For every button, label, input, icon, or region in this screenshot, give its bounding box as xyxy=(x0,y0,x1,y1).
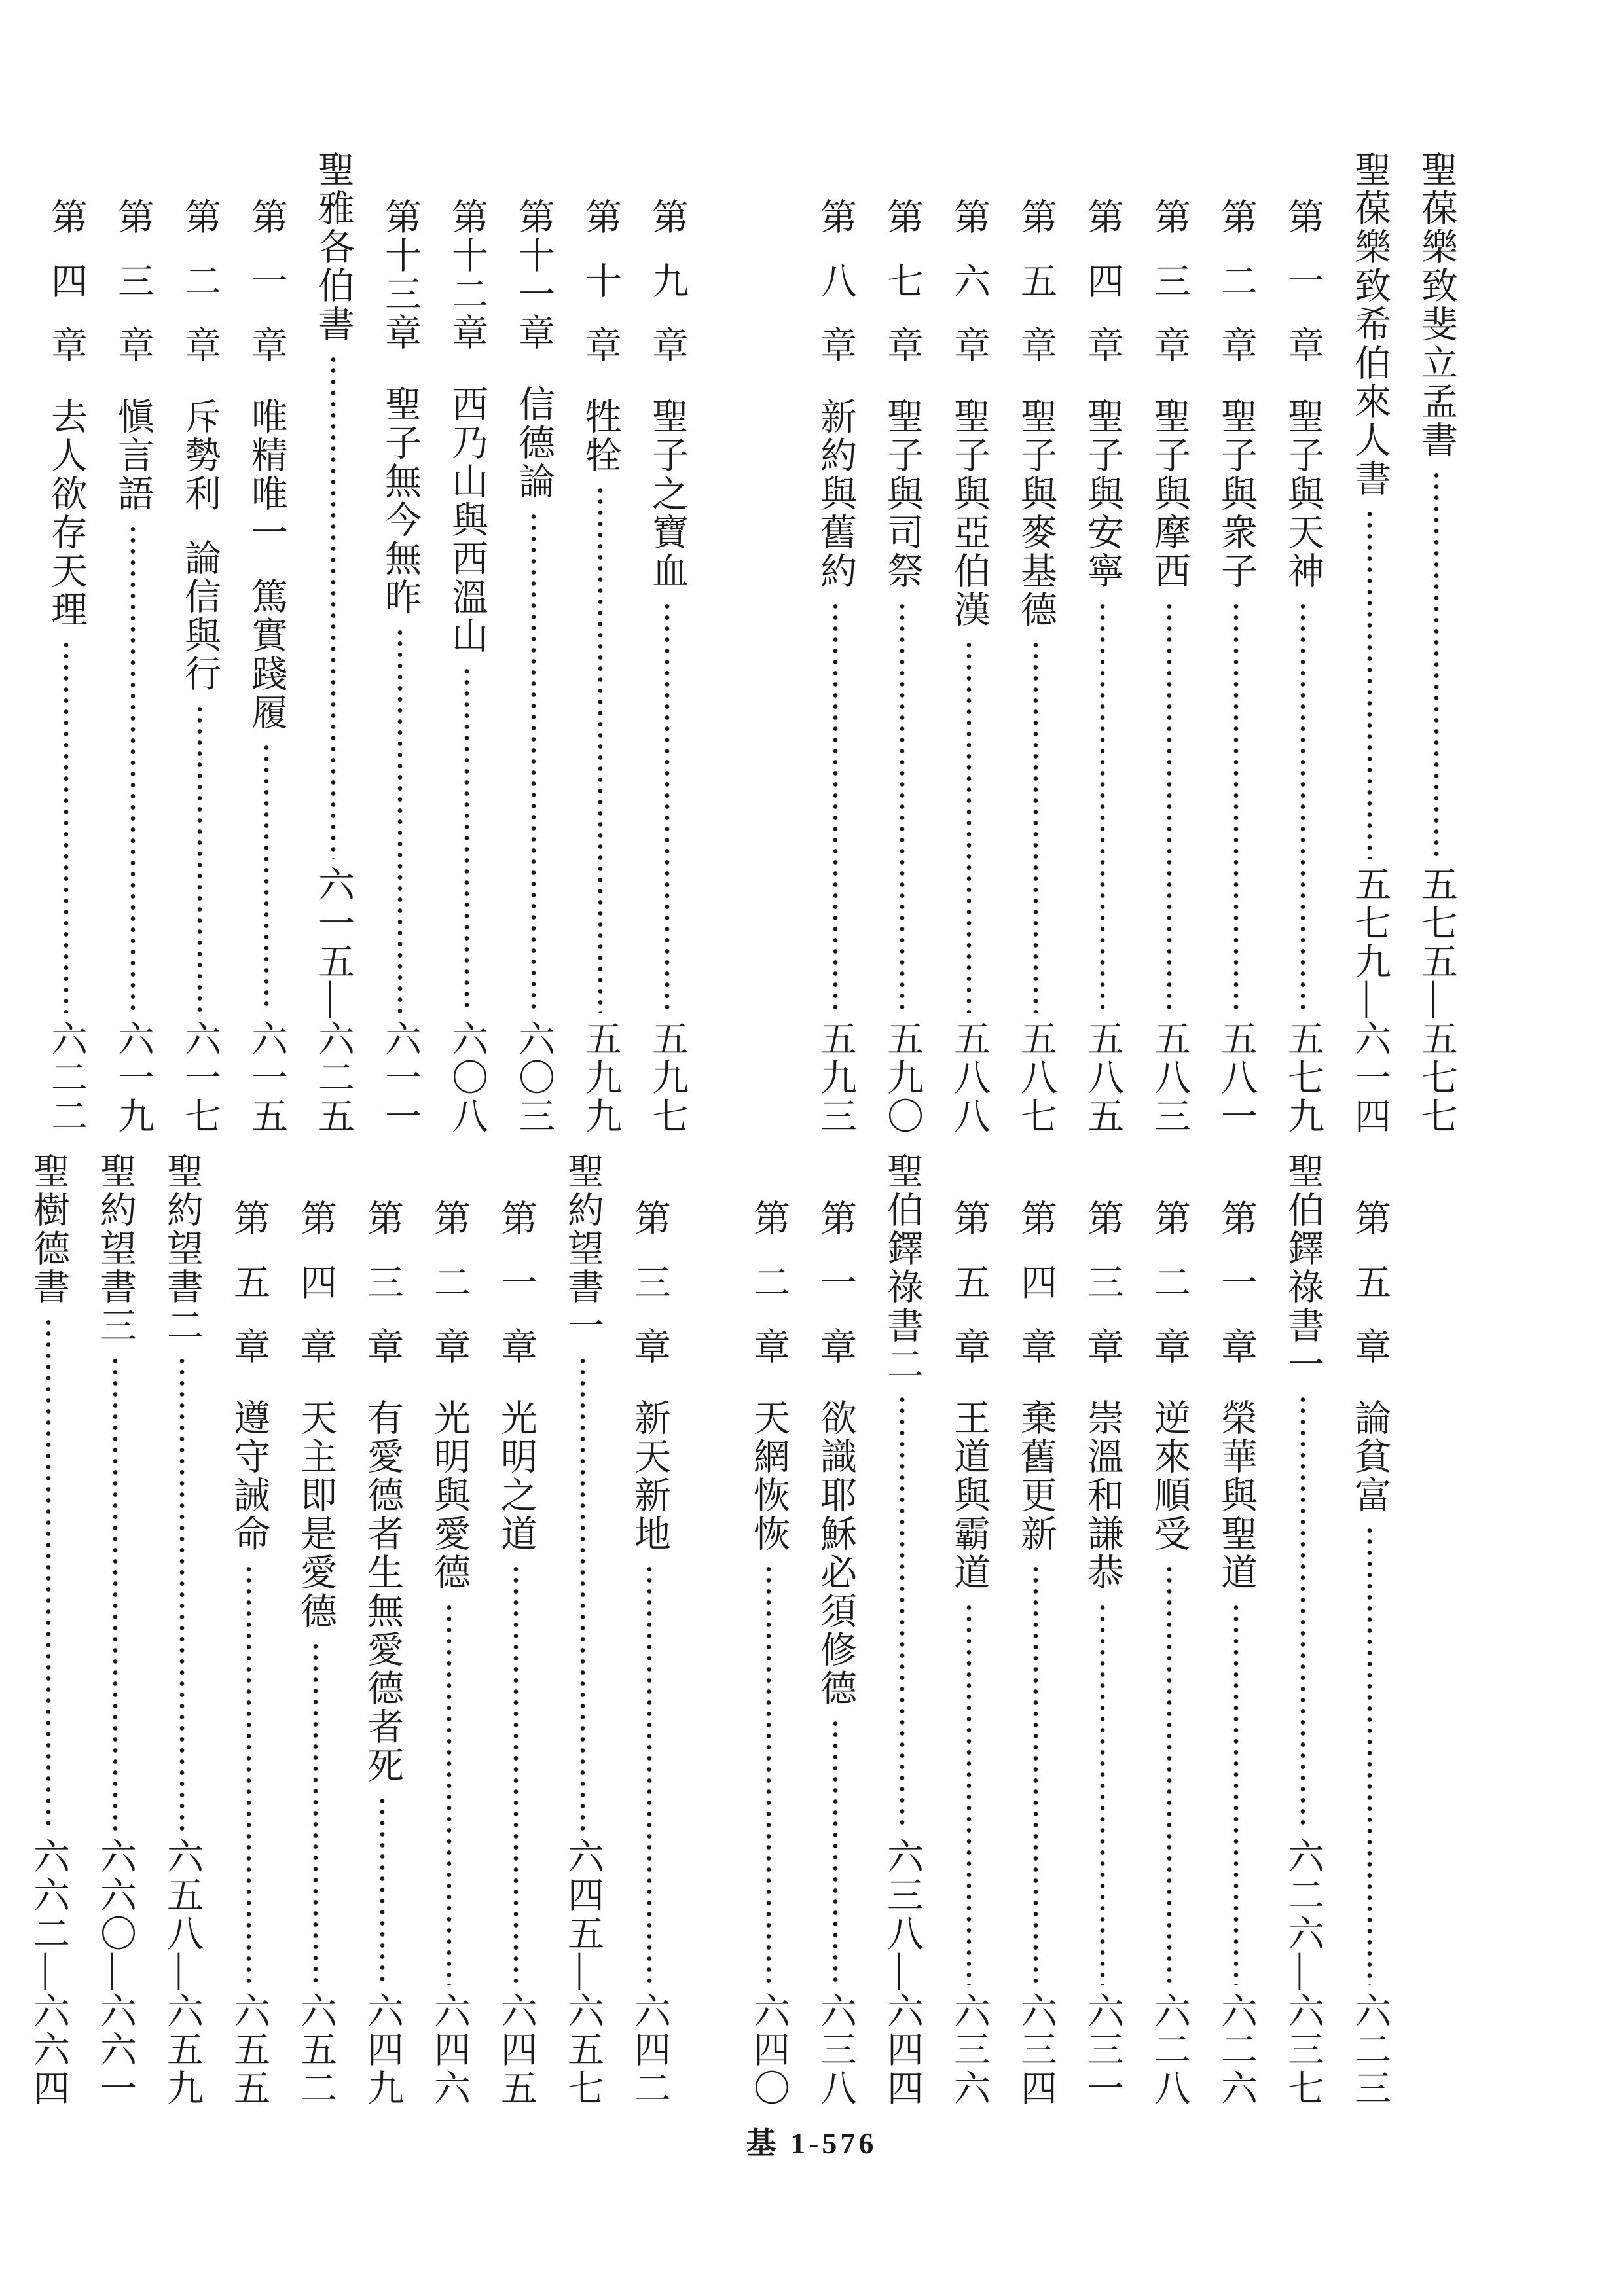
page-number: 六一九 xyxy=(113,1020,153,1136)
dot-leader xyxy=(879,1394,925,1831)
entry-title: 去人欲存天理 xyxy=(46,397,86,629)
toc-entry xyxy=(493,1152,539,2108)
page-number: 五八八 xyxy=(949,1020,989,1136)
chapter-label: 第十一章 xyxy=(513,198,554,352)
page-number: 六六二—六六四 xyxy=(28,1837,69,2108)
entry-title: 王道與霸道 xyxy=(949,1399,989,1592)
page-number: 五八七 xyxy=(1015,1020,1056,1136)
toc-entry xyxy=(1213,1152,1259,2108)
dot-leader xyxy=(1013,639,1059,1013)
toc-upper-section xyxy=(43,151,1459,1136)
toc-entry xyxy=(444,151,490,1136)
dot-leader xyxy=(1080,601,1125,1013)
dot-leader xyxy=(359,1795,405,1985)
page-number: 五七五—五七七 xyxy=(1416,865,1457,1136)
page-number: 六三四 xyxy=(1015,1992,1056,2108)
dot-leader xyxy=(1080,1602,1125,1985)
entry-title: 斥勢利 論信與行 xyxy=(179,397,220,693)
chapter-label: 第十二章 xyxy=(447,198,487,352)
chapter-label: 第 一 章 xyxy=(496,1199,536,1366)
chapter-label: 第 三 章 xyxy=(113,198,153,365)
toc-entry xyxy=(26,1152,71,2108)
entry-title: 聖子與摩西 xyxy=(1149,397,1190,590)
page-number: 六一五—六二五 xyxy=(313,865,354,1136)
page-number: 六二六 xyxy=(1216,1992,1256,2108)
chapter-label: 第 三 章 xyxy=(1082,1199,1123,1366)
dot-leader xyxy=(946,639,992,1013)
toc-entry xyxy=(92,1152,138,2108)
dot-leader xyxy=(159,1355,205,1831)
chapter-label: 第 三 章 xyxy=(362,1199,403,1366)
dot-leader xyxy=(444,666,490,1013)
toc-entry xyxy=(812,151,858,1136)
dot-leader xyxy=(1413,470,1459,859)
dot-leader xyxy=(177,704,223,1013)
page-number: 六一五 xyxy=(246,1020,287,1136)
dot-leader xyxy=(577,485,623,1013)
toc-entry xyxy=(560,1152,606,2108)
toc-entry xyxy=(1213,151,1259,1136)
entry-title: 信德論 xyxy=(513,385,554,501)
entry-title: 西乃山與西溫山 xyxy=(447,385,487,655)
toc-entry xyxy=(511,151,556,1136)
dot-leader xyxy=(1280,601,1326,1013)
entry-title: 聖樹德書 xyxy=(28,1152,69,1306)
page-number: 六一七 xyxy=(179,1020,220,1136)
page-number: 六〇八 xyxy=(447,1020,487,1136)
chapter-label: 第 四 章 xyxy=(1015,1199,1056,1366)
entry-title: 牲牷 xyxy=(580,397,621,475)
dot-leader xyxy=(1347,1525,1393,1985)
toc-entry xyxy=(1347,151,1393,1136)
entry-title: 聖伯鐸祿書二 xyxy=(882,1152,922,1384)
toc-entry xyxy=(879,151,925,1136)
chapter-label: 第 二 章 xyxy=(1149,1199,1190,1366)
entry-title: 聖約望書二 xyxy=(162,1152,202,1345)
toc-entry xyxy=(1280,1152,1326,2108)
entry-title: 聖子與天神 xyxy=(1283,397,1323,590)
page-number: 六二六—六三七 xyxy=(1283,1837,1323,2108)
entry-title: 棄舊更新 xyxy=(1015,1399,1056,1553)
toc-lower-section xyxy=(26,1152,1393,2108)
entry-title: 論貧富 xyxy=(1349,1399,1390,1515)
entry-title: 聖葆樂致希伯來人書 xyxy=(1349,151,1390,498)
entry-title: 新天新地 xyxy=(629,1399,670,1553)
chapter-label: 第 六 章 xyxy=(949,198,989,365)
page-number: 六四五—六五七 xyxy=(562,1837,603,2108)
chapter-label: 第 一 章 xyxy=(1283,198,1323,365)
page-number: 六三一 xyxy=(1082,1992,1123,2108)
chapter-label: 第 四 章 xyxy=(295,1199,336,1366)
page-number: 五八三 xyxy=(1149,1020,1190,1136)
toc-entry xyxy=(293,1152,338,2108)
toc-entry xyxy=(310,151,356,1136)
entry-title: 欲識耶穌必須修德 xyxy=(815,1399,856,1708)
dot-leader xyxy=(377,627,423,1013)
entry-title: 聖伯鐸祿書一 xyxy=(1283,1152,1323,1384)
toc-entry xyxy=(1347,1152,1393,2108)
toc-entry xyxy=(244,151,289,1136)
page-number: 六二八 xyxy=(1149,1992,1190,2108)
entry-title: 逆來順受 xyxy=(1149,1399,1190,1553)
dot-leader xyxy=(812,601,858,1013)
toc-entry xyxy=(1080,151,1125,1136)
entry-title: 聖子與麥基德 xyxy=(1015,397,1056,629)
toc-entry xyxy=(644,151,690,1136)
chapter-label: 第 二 章 xyxy=(1216,198,1256,365)
entry-title: 遵守誡命 xyxy=(228,1399,269,1553)
dot-leader xyxy=(560,1355,606,1831)
chapter-label: 第 三 章 xyxy=(1149,198,1190,365)
entry-title: 唯精唯一 篤實踐履 xyxy=(246,397,287,732)
page-number: 五八五 xyxy=(1082,1020,1123,1136)
dot-leader xyxy=(426,1602,472,1985)
chapter-label: 第 九 章 xyxy=(647,198,687,365)
entry-title: 聖子之寶血 xyxy=(647,397,687,590)
toc-entry xyxy=(1080,1152,1125,2108)
page-number: 六四六 xyxy=(429,1992,469,2108)
dot-leader xyxy=(293,1641,338,1985)
page-number: 五九九 xyxy=(580,1020,621,1136)
chapter-label: 第 三 章 xyxy=(629,1199,670,1366)
dot-leader xyxy=(43,639,89,1013)
page-number: 五九七 xyxy=(647,1020,687,1136)
entry-title: 聖雅各伯書 xyxy=(313,151,354,344)
toc-entry xyxy=(577,151,623,1136)
chapter-label: 第 二 章 xyxy=(179,198,220,365)
chapter-label: 第 一 章 xyxy=(815,1199,856,1366)
page-footer-label: 基 1-576 xyxy=(746,2126,877,2160)
dot-leader xyxy=(493,1564,539,1985)
entry-title: 聖約望書一 xyxy=(562,1152,603,1345)
page-number: 六三八 xyxy=(815,1992,856,2108)
toc-entry xyxy=(110,151,156,1136)
page-number: 五九三 xyxy=(815,1020,856,1136)
toc-entry xyxy=(812,1152,858,2108)
chapter-label: 第 五 章 xyxy=(949,1199,989,1366)
chapter-label: 第 七 章 xyxy=(882,198,922,365)
dot-leader xyxy=(879,601,925,1013)
chapter-label: 第十三章 xyxy=(380,198,420,352)
page-number: 六四〇 xyxy=(748,1992,789,2108)
toc-entry xyxy=(226,1152,272,2108)
entry-title: 榮華與聖道 xyxy=(1216,1399,1256,1592)
entry-title: 聖葆樂致斐立孟書 xyxy=(1416,151,1457,459)
dot-leader xyxy=(226,1564,272,1985)
page-number: 六三六 xyxy=(949,1992,989,2108)
toc-entry xyxy=(1146,1152,1192,2108)
dot-leader xyxy=(26,1317,71,1831)
chapter-label: 第 四 章 xyxy=(46,198,86,365)
dot-leader xyxy=(627,1564,672,1985)
toc-entry xyxy=(1280,151,1326,1136)
entry-title: 聖子與亞伯漢 xyxy=(949,397,989,629)
page-number: 六二三 xyxy=(1349,1992,1390,2108)
dot-leader xyxy=(1013,1564,1059,1985)
dot-leader xyxy=(1213,601,1259,1013)
page-number: 六四五 xyxy=(496,1992,536,2108)
page-number: 六一一 xyxy=(380,1020,420,1136)
chapter-label: 第 八 章 xyxy=(815,198,856,365)
entry-title: 光明之道 xyxy=(496,1399,536,1553)
dot-leader xyxy=(644,601,690,1013)
entry-title: 愼言語 xyxy=(113,397,153,513)
page-number: 五九〇 xyxy=(882,1020,922,1136)
page-number: 六二二 xyxy=(46,1020,86,1136)
dot-leader xyxy=(1280,1394,1326,1831)
toc-entry xyxy=(359,1152,405,2108)
chapter-label: 第 十 章 xyxy=(580,198,621,365)
page-number: 六四九 xyxy=(362,1992,403,2108)
page-number: 六六〇—六六一 xyxy=(95,1837,136,2108)
page-number: 五八一 xyxy=(1216,1020,1256,1136)
toc-entry xyxy=(1413,151,1459,1136)
dot-leader xyxy=(746,1564,792,1985)
toc-entry xyxy=(177,151,223,1136)
dot-leader xyxy=(812,1718,858,1985)
dot-leader xyxy=(1146,601,1192,1013)
entry-title: 聖子與司祭 xyxy=(882,397,922,590)
toc-entry xyxy=(627,1152,672,2108)
toc-entry xyxy=(377,151,423,1136)
entry-title: 新約與舊約 xyxy=(815,397,856,590)
entry-title: 聖子無今無昨 xyxy=(380,385,420,617)
dot-leader xyxy=(92,1355,138,1831)
chapter-label: 第 二 章 xyxy=(429,1199,469,1366)
chapter-label: 第 四 章 xyxy=(1082,198,1123,365)
entry-title: 光明與愛德 xyxy=(429,1399,469,1592)
toc-entry xyxy=(1013,1152,1059,2108)
toc-entry xyxy=(1013,151,1059,1136)
toc-entry xyxy=(946,151,992,1136)
entry-title: 崇溫和謙恭 xyxy=(1082,1399,1123,1592)
dot-leader xyxy=(511,511,556,1013)
entry-title: 有愛德者生無愛德者死 xyxy=(362,1399,403,1785)
chapter-label: 第 一 章 xyxy=(246,198,287,365)
dot-leader xyxy=(110,524,156,1013)
chapter-label: 第 五 章 xyxy=(228,1199,269,1366)
entry-title: 聖子與安寧 xyxy=(1082,397,1123,590)
chapter-label: 第 五 章 xyxy=(1349,1199,1390,1366)
dot-leader xyxy=(1213,1602,1259,1985)
dot-leader xyxy=(946,1602,992,1985)
page-number: 六五八—六五九 xyxy=(162,1837,202,2108)
toc-entry xyxy=(946,1152,992,2108)
chapter-label: 第 五 章 xyxy=(1015,198,1056,365)
dot-leader xyxy=(1146,1564,1192,1985)
dot-leader xyxy=(310,354,356,859)
dot-leader xyxy=(1347,509,1393,859)
dot-leader xyxy=(244,742,289,1013)
entry-title: 聖子與衆子 xyxy=(1216,397,1256,590)
page-number: 五七九 xyxy=(1283,1020,1323,1136)
entry-title: 天網恢恢 xyxy=(748,1399,789,1553)
toc-entry xyxy=(879,1152,925,2108)
entry-title: 天主即是愛德 xyxy=(295,1399,336,1630)
page-number: 六五五 xyxy=(228,1992,269,2108)
toc-entry xyxy=(159,1152,205,2108)
page-number: 六四二 xyxy=(629,1992,670,2108)
toc-entry xyxy=(426,1152,472,2108)
page-number: 六三八—六四四 xyxy=(882,1837,922,2108)
toc-entry xyxy=(43,151,89,1136)
chapter-label: 第 二 章 xyxy=(748,1199,789,1366)
page-number: 五七九—六一四 xyxy=(1349,865,1390,1136)
page-number: 六〇三 xyxy=(513,1020,554,1136)
chapter-label: 第 一 章 xyxy=(1216,1199,1256,1366)
page-number: 六五二 xyxy=(295,1992,336,2108)
entry-title: 聖約望書三 xyxy=(95,1152,136,1345)
toc-entry xyxy=(746,1152,792,2108)
toc-entry xyxy=(1146,151,1192,1136)
